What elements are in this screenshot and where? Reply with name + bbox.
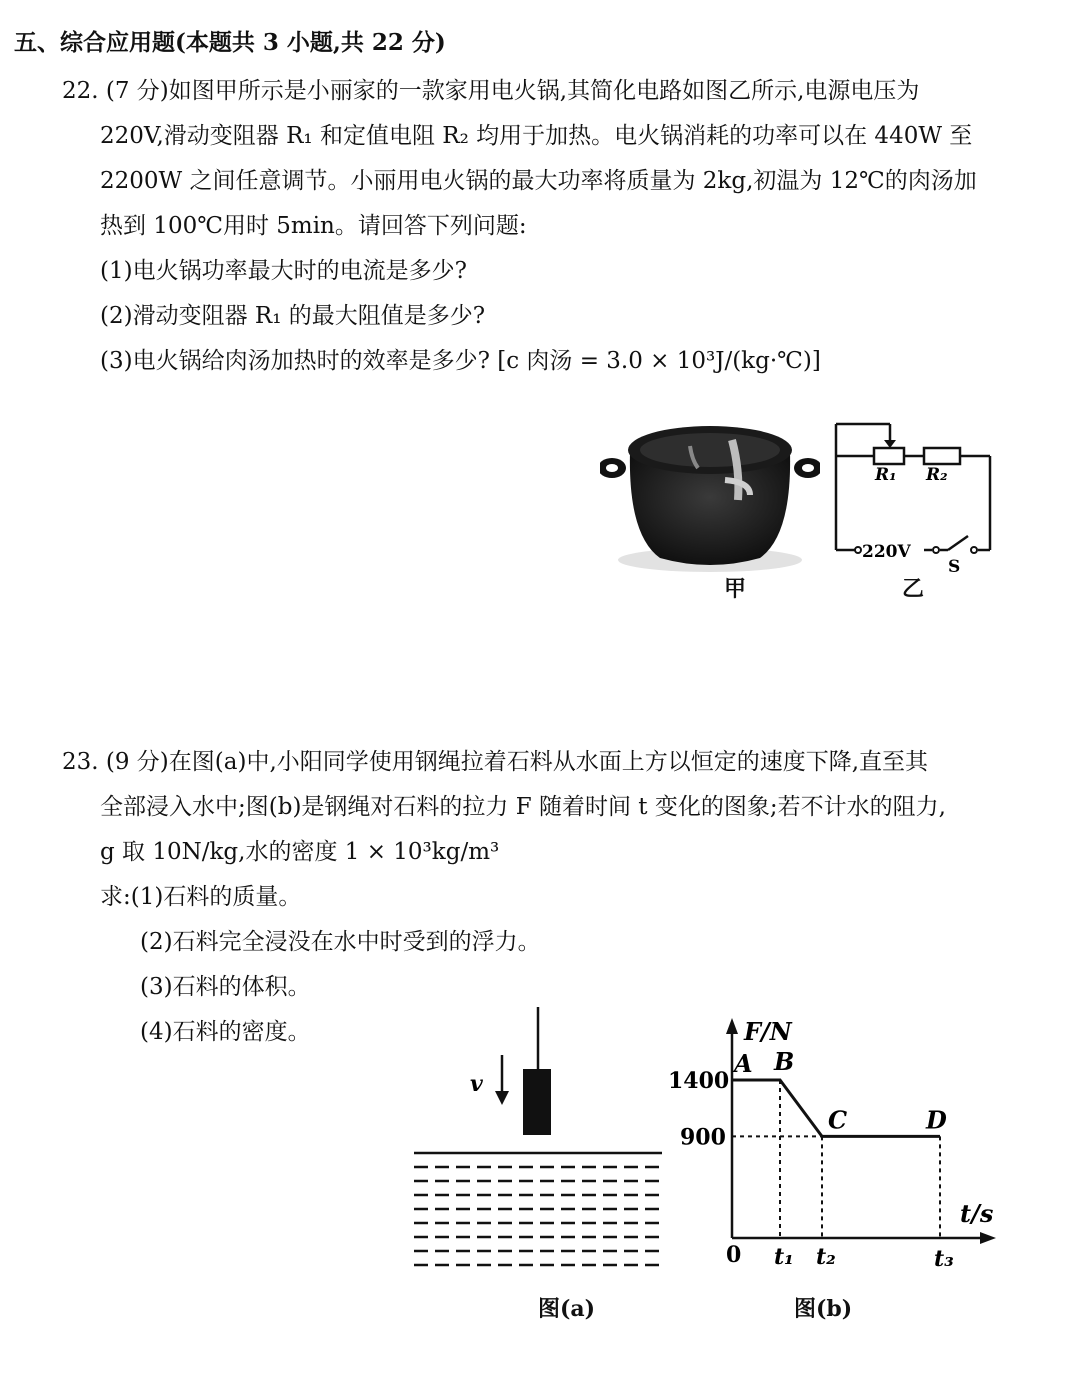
section-title: 五、综合应用题(本题共 3 小题,共 22 分) xyxy=(14,29,446,56)
figure-a-stone-water xyxy=(410,1005,670,1295)
q22-stem-line-3: 2200W 之间任意调节。小丽用电火锅的最大功率将质量为 2kg,初温为 12℃的肉汤加 xyxy=(100,168,977,194)
y-axis-arrow-icon xyxy=(726,1018,738,1034)
water-lines xyxy=(414,1167,662,1265)
switch-label: S xyxy=(948,557,961,577)
q23-stem-line-1: 23. (9 分)在图(a)中,小阳同学使用钢绳拉着石料从水面上方以恒定的速度下降,直至其 xyxy=(62,749,929,775)
q22-stem-line-1: 22. (7 分)如图甲所示是小丽家的一款家用电火锅,其简化电路如图乙所示,电源电压为 xyxy=(62,78,920,104)
hot-pot-figure xyxy=(600,410,820,580)
r2-label: R₂ xyxy=(926,465,948,485)
voltage-label: 220V xyxy=(862,542,911,562)
q23-stem-line-2: 全部浸入水中;图(b)是钢绳对石料的拉力 F 随着时间 t 变化的图象;若不计水的阻力, xyxy=(100,794,946,820)
y-tick-900: 900 xyxy=(680,1124,726,1151)
q23-stem-line-3: g 取 10N/kg,水的密度 1 × 10³kg/m³ xyxy=(100,839,500,865)
circuit-figure-label: 乙 xyxy=(902,577,925,602)
x-tick-t3: t₃ xyxy=(934,1246,954,1272)
q22-stem-line-4: 热到 100℃用时 5min。请回答下列问题: xyxy=(100,213,527,239)
q22-sub-question-3: (3)电火锅给肉汤加热时的效率是多少? [c 肉汤 = 3.0 × 10³J/(kg·℃)] xyxy=(100,348,821,374)
q22-sub-question-1: (1)电火锅功率最大时的电流是多少? xyxy=(100,258,467,284)
figure-b-caption: 图(b) xyxy=(794,1296,853,1322)
x-tick-t2: t₂ xyxy=(816,1244,836,1270)
q22-stem-line-2: 220V,滑动变阻器 R₁ 和定值电阻 R₂ 均用于加热。电火锅消耗的功率可以在 440W 至 xyxy=(100,123,973,149)
y-tick-1400: 1400 xyxy=(668,1068,730,1094)
r1-label: R₁ xyxy=(875,465,897,485)
q23-ask-line: 求:(1)石料的质量。 xyxy=(100,884,302,910)
q23-sub-question-3: (3)石料的体积。 xyxy=(140,974,311,1000)
x-axis-arrow-icon xyxy=(980,1232,996,1244)
point-label-a: A xyxy=(734,1049,753,1078)
circuit-diagram xyxy=(828,418,1003,578)
velocity-label: v xyxy=(470,1071,483,1097)
point-label-b: B xyxy=(774,1047,795,1076)
point-label-c: C xyxy=(828,1105,848,1135)
stone-block xyxy=(523,1069,551,1135)
down-arrow-icon xyxy=(495,1091,509,1105)
point-label-d: D xyxy=(926,1105,947,1135)
figure-a-caption: 图(a) xyxy=(538,1296,596,1322)
x-axis-label: t/s xyxy=(960,1199,994,1228)
origin-label: 0 xyxy=(726,1242,742,1268)
q23-sub-question-2: (2)石料完全浸没在水中时受到的浮力。 xyxy=(140,929,541,955)
pot-figure-label: 甲 xyxy=(724,577,747,602)
figure-b-force-time-chart xyxy=(660,1010,1010,1280)
q23-sub-question-4: (4)石料的密度。 xyxy=(140,1019,311,1045)
x-tick-t1: t₁ xyxy=(774,1244,794,1270)
y-axis-label: F/N xyxy=(744,1017,792,1046)
q22-sub-question-2: (2)滑动变阻器 R₁ 的最大阻值是多少? xyxy=(100,303,486,329)
